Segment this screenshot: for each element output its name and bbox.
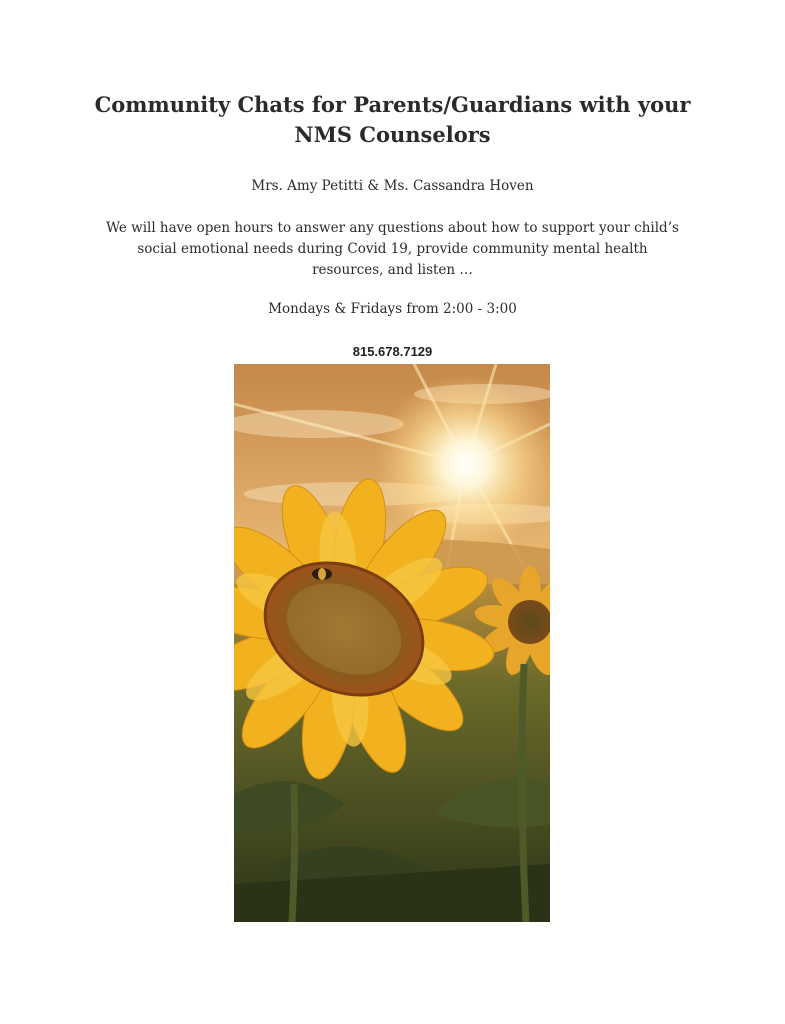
title-line-1: Community Chats for Parents/Guardians with your bbox=[94, 92, 691, 117]
meeting-hours: Mondays & Fridays from 2:00 - 3:00 bbox=[268, 301, 517, 317]
phone-number: 815.678.7129 bbox=[352, 344, 433, 359]
sunflower-illustration bbox=[234, 364, 550, 922]
sunflower-photo bbox=[234, 364, 550, 922]
description-line-1: We will have open hours to answer any questions about how to support your child’s bbox=[106, 220, 679, 236]
description-line-3: resources, and listen … bbox=[312, 262, 473, 278]
title-line-2: NMS Counselors bbox=[294, 122, 491, 147]
counselor-names: Mrs. Amy Petitti & Ms. Cassandra Hoven bbox=[251, 178, 534, 194]
description bbox=[60, 218, 725, 281]
flyer-title bbox=[60, 90, 725, 150]
description-line-2: social emotional needs during Covid 19, provide community mental health bbox=[137, 241, 648, 257]
